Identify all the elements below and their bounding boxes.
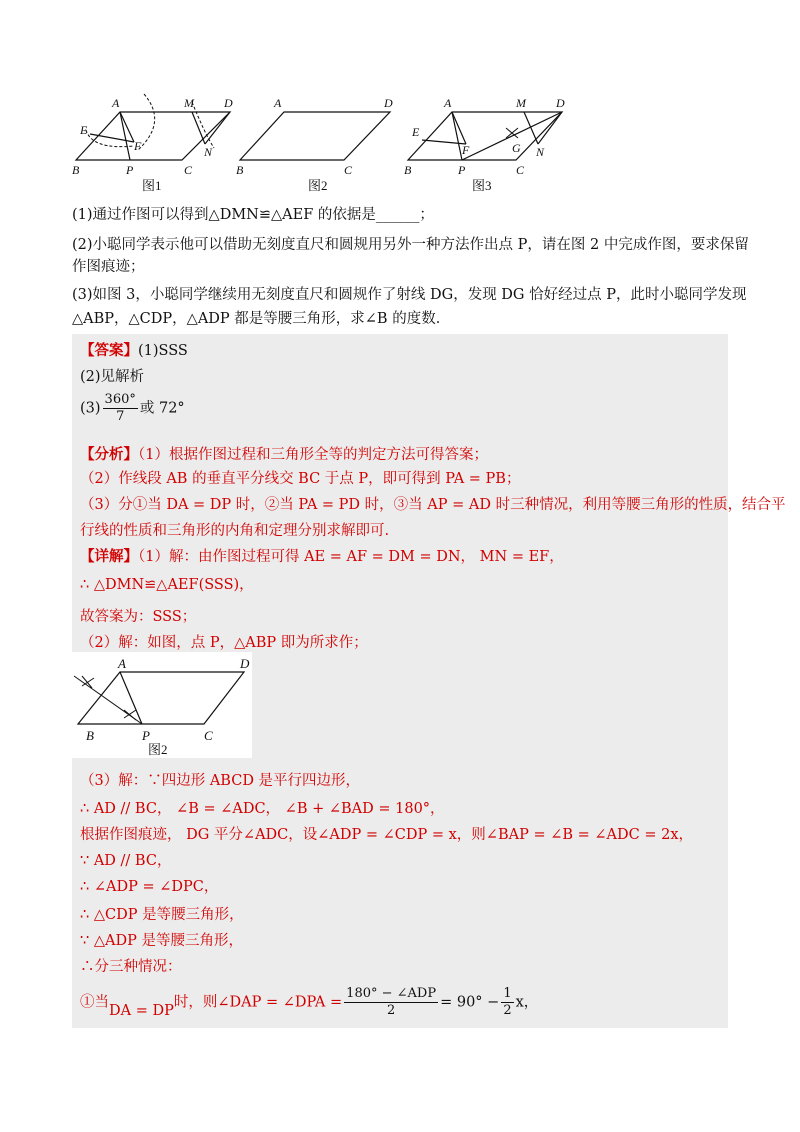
detail-line-11: ∵ △ADP 是等腰三角形， <box>80 933 243 949</box>
fig2-caption: 图2 <box>308 178 328 193</box>
fig3-label-c: C <box>516 163 525 177</box>
solution-figure <box>72 652 252 758</box>
case-1-tail: x， <box>515 994 539 1011</box>
fig1-label-d: D <box>224 96 233 110</box>
detail-line-4: （2）解：如图，点 P，△ABP 即为所求作； <box>80 635 368 651</box>
case-1-half <box>501 986 513 1019</box>
detail-line-12: ∴分三种情况： <box>80 959 182 975</box>
question-3-line-2: △ABP，△CDP，△ADP 都是等腰三角形，求∠B 的度数． <box>72 311 451 327</box>
detail-line-8: ∵ AD // BC， <box>80 853 172 869</box>
analysis-line-2: （2）作线段 AB 的垂直平分线交 BC 于点 P，即可得到 PA = PB； <box>80 471 521 487</box>
analysis-line-3: （3）分①当 DA = DP 时，②当 PA = PD 时，③当 AP = AD 时三种情况，利用等腰三角形的性质，结合平 <box>80 497 786 513</box>
fig2-label-c: C <box>344 163 353 177</box>
detail-text-1: （1）解：由作图过程可得 AE = AF = DM = DN， MN = EF， <box>138 549 564 565</box>
fig3-label-f: F <box>462 143 470 157</box>
figure-1 <box>72 94 233 193</box>
answer-line-1 <box>80 340 188 362</box>
fig3-label-d: D <box>556 96 565 110</box>
fig3-label-p: P <box>458 163 466 177</box>
analysis-tag: 【分析】 <box>80 446 138 463</box>
fig3-caption: 图3 <box>472 178 492 193</box>
answer-3-or: 或 <box>139 400 155 417</box>
analysis-line-1 <box>80 444 488 466</box>
question-2-line-1: (2)小聪同学表示他可以借助无刻度直尺和圆规用另外一种方法作出点 P，请在图 2 中完成作图，要求保留 <box>72 237 749 253</box>
answer-3-fraction <box>103 392 138 425</box>
fig3-label-e: E <box>412 125 420 139</box>
case-1-equals: = 90° − <box>440 994 500 1011</box>
answer-tag: 【答案】 <box>80 342 138 359</box>
answer-2: (2)见解析 <box>80 369 145 385</box>
case-1-text: 时，则∠DAP = ∠DPA = <box>173 994 343 1011</box>
solution-label-c: C <box>204 728 213 743</box>
solution-caption: 图2 <box>148 742 168 757</box>
fig1-label-p: P <box>126 163 134 177</box>
top-figures <box>72 92 572 202</box>
analysis-text-1: （1）根据作图过程和三角形全等的判定方法可得答案； <box>138 447 488 463</box>
question-2-line-2: 作图痕迹； <box>72 259 145 275</box>
fig3-label-g: G <box>512 141 521 155</box>
question-1: (1)通过作图可以得到△DMN≌△AEF 的依据是______； <box>72 207 434 223</box>
solution-label-p: P <box>142 728 150 743</box>
solution-label-b: B <box>86 728 94 743</box>
figure-3 <box>404 96 565 193</box>
question-3-line-1: (3)如图 3，小聪同学继续用无刻度直尺和圆规作了射线 DG，发现 DG 恰好经过点 P，此时小聪同学发现 <box>72 287 747 303</box>
fig1-caption: 图1 <box>142 178 162 193</box>
fig2-label-d: D <box>384 96 393 110</box>
fig1-label-c: C <box>184 163 193 177</box>
fig2-label-b: B <box>236 163 244 177</box>
answer-line-3 <box>80 392 185 425</box>
detail-line-1 <box>80 546 564 568</box>
fig2-label-a: A <box>274 96 282 110</box>
case-1-fraction <box>344 986 438 1019</box>
fig3-label-a: A <box>444 96 452 110</box>
solution-figure-svg <box>72 652 252 758</box>
answer-3-numerator: 360° <box>104 392 136 407</box>
answer-3-denominator: 7 <box>116 409 125 424</box>
case-1-lead: ①当 <box>80 994 109 1011</box>
fig1-label-n: N <box>204 145 213 159</box>
detail-line-2: ∴ △DMN≌△AEF(SSS)， <box>80 577 254 593</box>
fig3-label-m: M <box>516 96 526 110</box>
case-1-condition: DA = DP <box>109 1002 174 1019</box>
answer-3-alt: 72° <box>158 400 185 417</box>
fig1-label-a: A <box>112 96 120 110</box>
detail-line-10: ∴ △CDP 是等腰三角形， <box>80 907 244 923</box>
solution-label-d: D <box>240 656 250 671</box>
fig3-label-b: B <box>404 163 412 177</box>
detail-line-5: （3）解：∵四边形 ABCD 是平行四边形， <box>80 773 361 789</box>
fig1-label-e: E <box>80 123 88 137</box>
fig1-label-b: B <box>72 163 80 177</box>
figure-2 <box>236 96 393 193</box>
fig1-label-f: F <box>134 139 142 153</box>
detail-line-9: ∴ ∠ADP = ∠DPC， <box>80 879 219 895</box>
case-1-half-numerator: 1 <box>503 986 512 1001</box>
case-1-denominator: 2 <box>386 1003 396 1018</box>
answer-3-prefix: (3) <box>80 400 101 417</box>
fig3-label-n: N <box>536 145 545 159</box>
detail-line-13 <box>80 986 538 1019</box>
analysis-line-4: 行线的性质和三角形的内角和定理分别求解即可. <box>80 523 390 539</box>
case-1-half-denominator: 2 <box>503 1003 512 1018</box>
answer-1: (1)SSS <box>138 343 188 359</box>
detail-line-7: 根据作图痕迹， DG 平分∠ADC，设∠ADP = ∠CDP = x，则∠BAP = ∠B = ∠ADC = 2x， <box>80 827 693 843</box>
case-1-numerator: 180° − ∠ADP <box>346 986 437 1001</box>
detail-line-3: 故答案为：SSS； <box>80 609 197 625</box>
fig1-label-m: M <box>184 96 194 110</box>
detail-line-6: ∴ AD // BC， ∠B = ∠ADC， ∠B + ∠BAD = 180°， <box>80 801 445 817</box>
detail-tag: 【详解】 <box>80 548 138 565</box>
solution-label-a: A <box>118 656 126 671</box>
